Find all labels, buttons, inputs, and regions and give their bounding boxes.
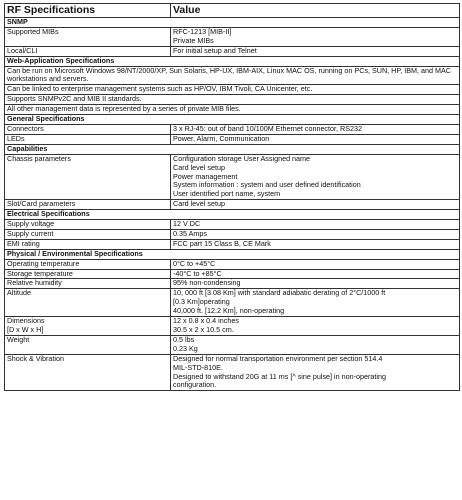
spec-label: Local/CLI (5, 46, 171, 56)
table-row (5, 220, 460, 230)
table-row (5, 154, 460, 200)
table-header-row (5, 4, 460, 18)
spec-value-line: 12 x 0.8 x 0.4 inches (173, 316, 239, 326)
spec-value-line: 12 V DC (173, 219, 201, 229)
full-width-cell: All other management data is represented by a series of private MIB files. (5, 105, 460, 115)
table-body (5, 18, 460, 391)
spec-value-line: Card level setup (173, 199, 225, 209)
spec-label: Relative humidity (5, 279, 171, 289)
spec-value-line: For initial setup and Telnet (173, 46, 257, 55)
spec-value-line: configuration. (173, 380, 217, 390)
section-header-row (5, 144, 460, 154)
section-title: SNMP (5, 18, 460, 28)
table-row (5, 239, 460, 249)
section-title: Web-Application Specifications (5, 56, 460, 66)
table-row (5, 27, 460, 46)
section-title: General Specifications (5, 115, 460, 125)
table-row (5, 259, 460, 269)
full-width-cell: Supports SNMPv2C and MIB II standards. (5, 95, 460, 105)
spec-value-line: System information : system and user defined identification (173, 180, 361, 190)
spec-label: Connectors (5, 124, 171, 134)
spec-label: Supply current (5, 229, 171, 239)
spec-label: Storage temperature (5, 269, 171, 279)
table-row (5, 85, 460, 95)
table-row (5, 354, 460, 391)
spec-value (171, 220, 460, 230)
spec-label: Slot/Card parameters (5, 200, 171, 210)
spec-value-line: Card level setup (173, 162, 225, 172)
spec-value-line: Power, Alarm, Communication (173, 134, 270, 143)
spec-value-line: 0.35 Amps (173, 229, 207, 238)
spec-value (171, 46, 460, 56)
spec-label-line: [D x W x H] (7, 325, 44, 334)
spec-label: Weight (5, 335, 171, 354)
spec-value-line: 3 x RJ-45: out of band 10/100M Ethernet connector, RS232 (173, 124, 362, 133)
spec-value-line: MIL-STD-810E. (173, 362, 223, 372)
spec-value (171, 259, 460, 269)
spec-value-line: Power management (173, 171, 238, 181)
spec-value (171, 289, 460, 317)
spec-label-line: Dimensions (7, 316, 45, 326)
spec-value-line: Designed for normal transportation environment per section 514.4 (173, 354, 383, 363)
spec-label (5, 317, 171, 336)
spec-value (171, 269, 460, 279)
spec-label: Supported MIBs (5, 27, 171, 46)
spec-value-line: 40,000 ft. [12.2 Km], non-operating (173, 306, 285, 316)
table-row (5, 134, 460, 144)
spec-value (171, 27, 460, 46)
rf-specifications-table (4, 3, 460, 391)
spec-value (171, 317, 460, 336)
section-title: Electrical Specifications (5, 210, 460, 220)
section-header-row (5, 56, 460, 66)
section-title: Physical / Environmental Specifications (5, 249, 460, 259)
table-row (5, 66, 460, 85)
spec-value (171, 354, 460, 391)
section-header-row (5, 18, 460, 28)
spec-value (171, 279, 460, 289)
section-title: Capabilities (5, 144, 460, 154)
spec-value (171, 154, 460, 200)
spec-value (171, 124, 460, 134)
spec-value-line: Designed to withstand 20G at 11 ms [^ sine pulse] in non-operating (173, 371, 386, 381)
table-row (5, 335, 460, 354)
header-value: Value (171, 4, 460, 18)
table-row (5, 269, 460, 279)
table-row (5, 279, 460, 289)
table-row (5, 95, 460, 105)
table-row (5, 124, 460, 134)
spec-value-line: User identified port name, system (173, 189, 281, 199)
spec-value-line: 0°C to +45°C (173, 259, 216, 268)
spec-value-line: [0.3 Km]operating (173, 297, 230, 307)
spec-value-line: 10, 000 ft [3.08 Km] with standard adiabatic derating of 2°C/1000 ft (173, 288, 386, 298)
full-width-cell: Can be linked to enterprise management systems such as HP/OV, IBM Tivoli, CA Unicenter, etc. (5, 85, 460, 95)
table-row (5, 289, 460, 317)
table-row (5, 229, 460, 239)
spec-value (171, 335, 460, 354)
spec-label: Supply voltage (5, 220, 171, 230)
spec-value-line: 0.5 lbs (173, 335, 195, 344)
table-row (5, 46, 460, 56)
spec-label: Altitude (5, 289, 171, 317)
table-row (5, 105, 460, 115)
spec-label: Operating temperature (5, 259, 171, 269)
spec-value (171, 229, 460, 239)
spec-value-line: -40°C to +85°C (173, 269, 222, 278)
spec-value (171, 134, 460, 144)
spec-value (171, 200, 460, 210)
spec-label: Shock & Vibration (5, 354, 171, 391)
spec-value-line: FCC part 15 Class B, CE Mark (173, 239, 271, 248)
section-header-row (5, 210, 460, 220)
spec-value-line: RFC-1213 [MIB-II] (173, 27, 232, 36)
spec-label: Chassis parameters (5, 154, 171, 200)
spec-value-line: 0.23 Kg (173, 343, 198, 353)
section-header-row (5, 249, 460, 259)
spec-value-line: 30.5 x 2 x 10.5 cm. (173, 325, 234, 334)
spec-value-line: Private MIBs (173, 35, 214, 45)
spec-value-line: Configuration storage User Assigned name (173, 154, 311, 163)
table-row (5, 200, 460, 210)
spec-value (171, 239, 460, 249)
header-rf-specifications: RF Specifications (5, 4, 171, 18)
spec-label: EMI rating (5, 239, 171, 249)
full-width-cell: Can be run on Microsoft Windows 98/NT/2000/XP, Sun Solaris, HP-UX, IBM-AIX, Linux MAC OS, running on PCs, SUN, HP, IBM, and MAC workstations and servers. (5, 66, 460, 85)
section-header-row (5, 115, 460, 125)
spec-label: LEDs (5, 134, 171, 144)
table-row (5, 317, 460, 336)
spec-value-line: 95% non-condensing (173, 278, 241, 288)
